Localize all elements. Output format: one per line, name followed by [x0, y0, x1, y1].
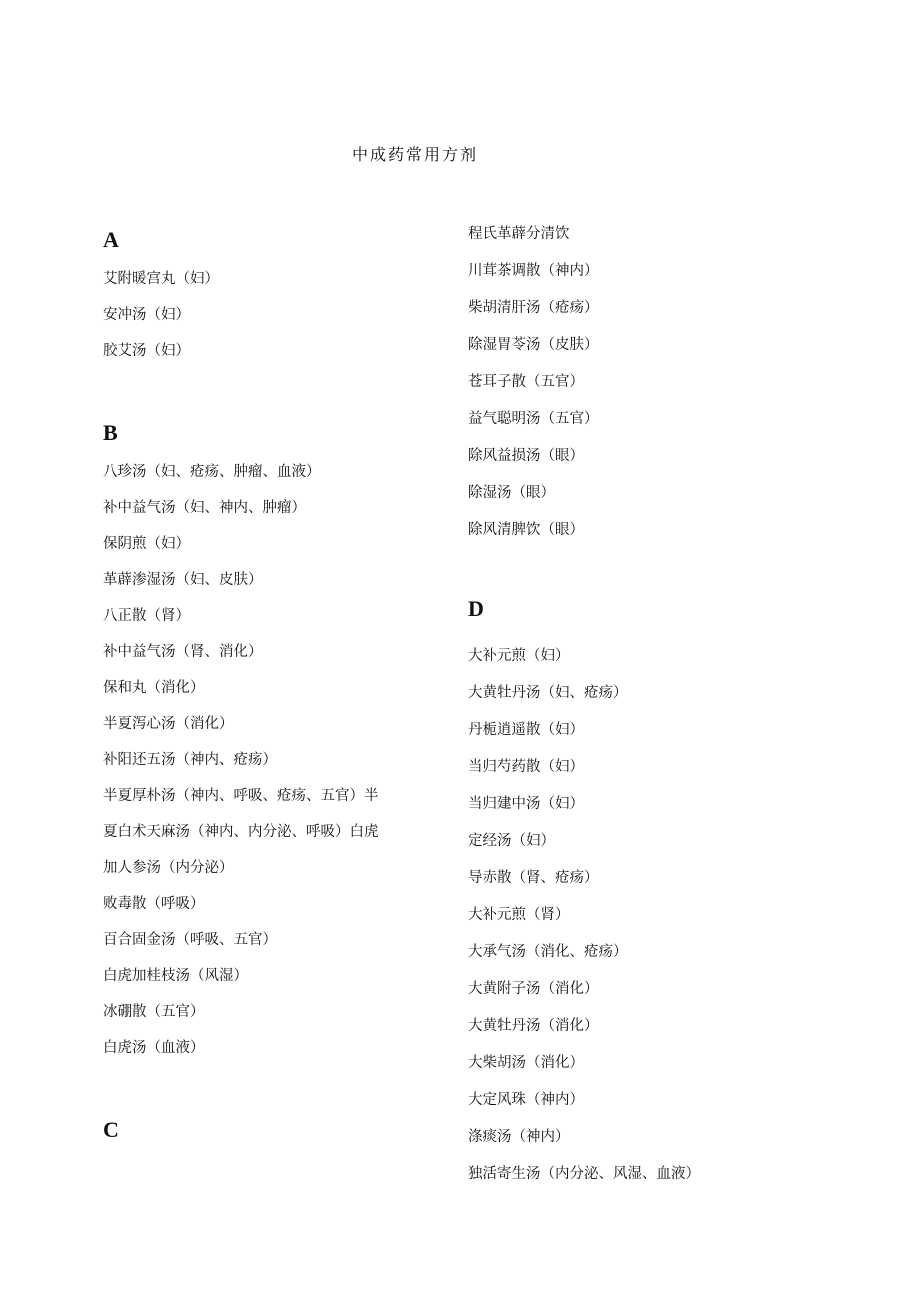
list-item: 川茸茶调散（神内） — [468, 263, 599, 279]
list-item: 败毒散（呼吸） — [103, 896, 205, 912]
list-item: 夏白术天麻汤（神内、内分泌、呼吸）白虎 — [103, 824, 379, 840]
list-item: 补中益气汤（肾、消化） — [103, 644, 263, 660]
list-item: 除风益损汤（眼） — [468, 448, 584, 464]
list-item: 除湿汤（眼） — [468, 485, 555, 501]
list-item: 大承气汤（消化、疮疡） — [468, 944, 628, 960]
list-item: 加人参汤（内分泌） — [103, 860, 234, 876]
list-item: 八珍汤（妇、疮疡、肿瘤、血液） — [103, 464, 321, 480]
list-item: 除湿胃苓汤（皮肤） — [468, 337, 599, 353]
list-item: 补中益气汤（妇、神内、肿瘤） — [103, 500, 306, 516]
section-letter-b: B — [103, 420, 118, 445]
list-item: 大补元煎（妇） — [468, 648, 570, 664]
list-item: 冰硼散（五官） — [103, 1004, 205, 1020]
list-item: 大补元煎（肾） — [468, 907, 570, 923]
list-item: 大黄牡丹汤（妇、疮疡） — [468, 685, 628, 701]
list-item: 革薜渗湿汤（妇、皮肤） — [103, 572, 263, 588]
list-item: 补阳还五汤（神内、疮疡） — [103, 752, 277, 768]
list-item: 半夏泻心汤（消化） — [103, 716, 234, 732]
list-item: 除风清脾饮（眼） — [468, 522, 584, 538]
list-item: 当归芍药散（妇） — [468, 759, 584, 775]
list-item: 白虎汤（血液） — [103, 1040, 205, 1056]
list-item: 艾附暖宫丸（妇） — [103, 271, 219, 287]
section-letter-a: A — [103, 227, 119, 252]
list-item: 大定风珠（神内） — [468, 1092, 584, 1108]
list-item: 苍耳子散（五官） — [468, 374, 584, 390]
page-title: 中成药常用方剂 — [351, 145, 478, 164]
list-item: 程氏革薜分清饮 — [468, 226, 570, 242]
list-item: 白虎加桂枝汤（风湿） — [103, 968, 248, 984]
list-item: 保阴煎（妇） — [103, 536, 190, 552]
list-item: 大黄牡丹汤（消化） — [468, 1018, 599, 1034]
list-item: 半夏厚朴汤（神内、呼吸、疮疡、五官）半 — [103, 788, 379, 804]
list-item: 胶艾汤（妇） — [103, 343, 190, 359]
list-item: 八正散（肾） — [103, 608, 190, 624]
list-item: 当归建中汤（妇） — [468, 796, 584, 812]
list-item: 保和丸（消化） — [103, 680, 205, 696]
list-item: 柴胡清肝汤（疮疡） — [468, 300, 599, 316]
list-item: 安冲汤（妇） — [103, 307, 190, 323]
list-item: 百合固金汤（呼吸、五官） — [103, 932, 277, 948]
list-item: 导赤散（肾、疮疡） — [468, 870, 599, 886]
list-item: 大黄附子汤（消化） — [468, 981, 599, 997]
list-item: 独活寄生汤（内分泌、风湿、血液） — [468, 1166, 700, 1182]
section-letter-c: C — [103, 1117, 119, 1142]
section-letter-d: D — [468, 596, 484, 621]
list-item: 涤痰汤（神内） — [468, 1129, 570, 1145]
list-item: 大柴胡汤（消化） — [468, 1055, 584, 1071]
list-item: 益气聪明汤（五官） — [468, 411, 599, 427]
list-item: 丹栀逍遥散（妇） — [468, 722, 584, 738]
list-item: 定经汤（妇） — [468, 833, 555, 849]
